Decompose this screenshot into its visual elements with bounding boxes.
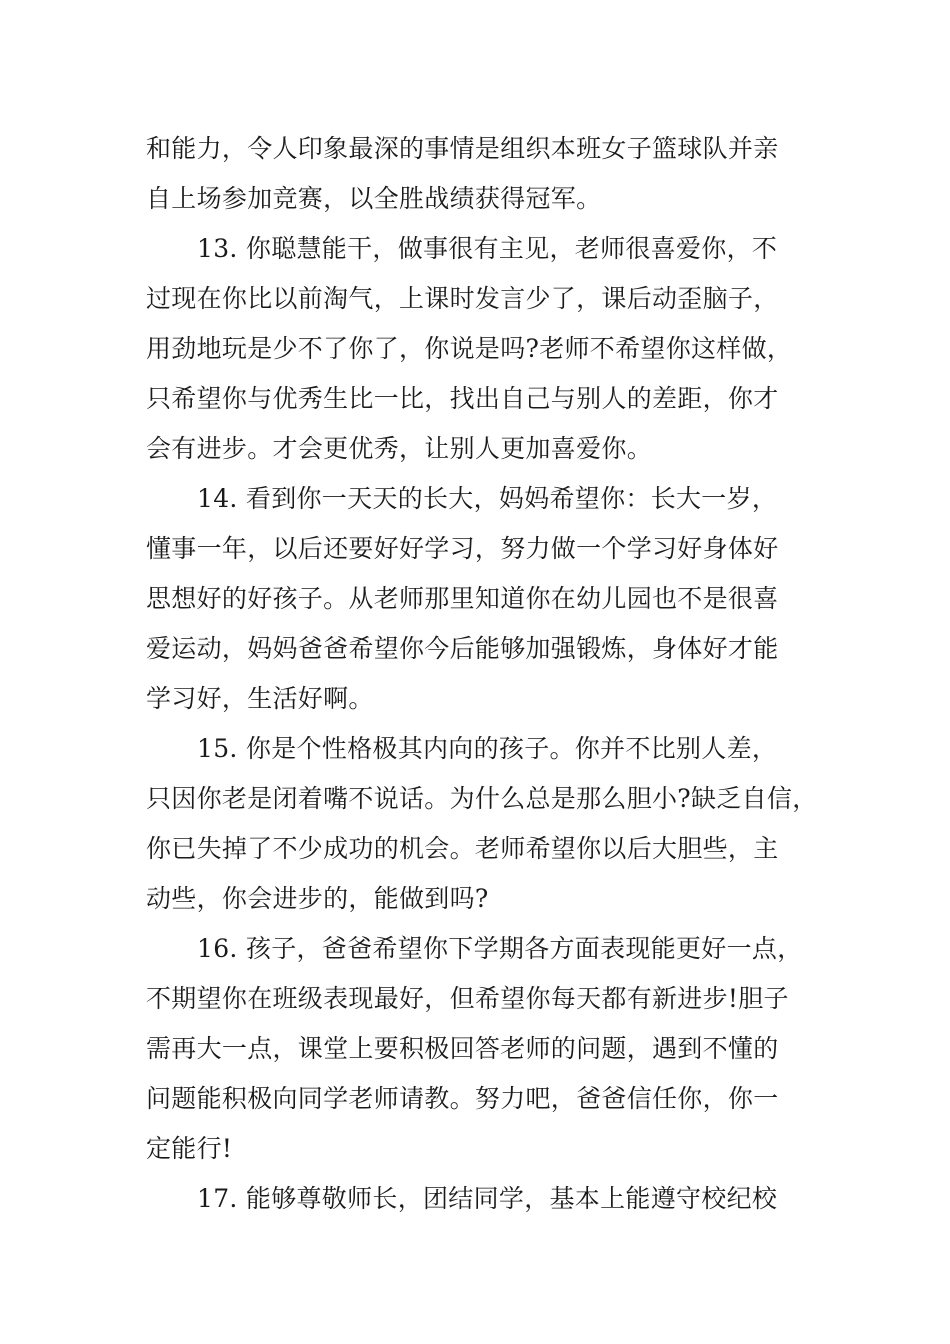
text-line: 需再大一点，课堂上要积极回答老师的问题，遇到不懂的	[146, 1034, 779, 1063]
text-line: 只因你老是闭着嘴不说话。为什么总是那么胆小?缺乏自信，	[146, 784, 818, 813]
text-line: 学习好，生活好啊。	[146, 684, 374, 713]
text-line: 动些，你会进步的，能做到吗?	[146, 884, 489, 913]
text-line: 只希望你与优秀生比一比，找出自己与别人的差距，你才	[146, 384, 779, 413]
text-line: 懂事一年，以后还要好好学习，努力做一个学习好身体好	[146, 534, 779, 563]
text-line: 思想好的好孩子。从老师那里知道你在幼儿园也不是很喜	[146, 584, 779, 613]
paragraph-13-start: 13. 你聪慧能干，做事很有主见，老师很喜爱你，不	[197, 234, 778, 263]
paragraph-15-start: 15. 你是个性格极其内向的孩子。你并不比别人差，	[197, 734, 778, 763]
text-line: 爱运动，妈妈爸爸希望你今后能够加强锻炼，身体好才能	[146, 634, 779, 663]
paragraph-14-start: 14. 看到你一天天的长大，妈妈希望你：长大一岁，	[197, 484, 778, 513]
text-line: 定能行!	[146, 1134, 233, 1163]
text-line: 问题能积极向同学老师请教。努力吧，爸爸信任你，你一	[146, 1084, 779, 1113]
paragraph-17-start: 17. 能够尊敬师长，团结同学，基本上能遵守校纪校	[197, 1184, 778, 1213]
text-line: 用劲地玩是少不了你了，你说是吗?老师不希望你这样做，	[146, 334, 793, 363]
paragraph-16-start: 16. 孩子，爸爸希望你下学期各方面表现能更好一点，	[197, 934, 803, 963]
text-line: 会有进步。才会更优秀，让别人更加喜爱你。	[146, 434, 653, 463]
text-line: 过现在你比以前淘气，上课时发言少了，课后动歪脑子，	[146, 284, 779, 313]
text-line: 自上场参加竞赛，以全胜战绩获得冠军。	[146, 184, 602, 213]
text-line: 不期望你在班级表现最好，但希望你每天都有新进步!胆子	[146, 984, 789, 1013]
text-line: 和能力，令人印象最深的事情是组织本班女子篮球队并亲	[146, 134, 779, 163]
text-line: 你已失掉了不少成功的机会。老师希望你以后大胆些，主	[146, 834, 779, 863]
